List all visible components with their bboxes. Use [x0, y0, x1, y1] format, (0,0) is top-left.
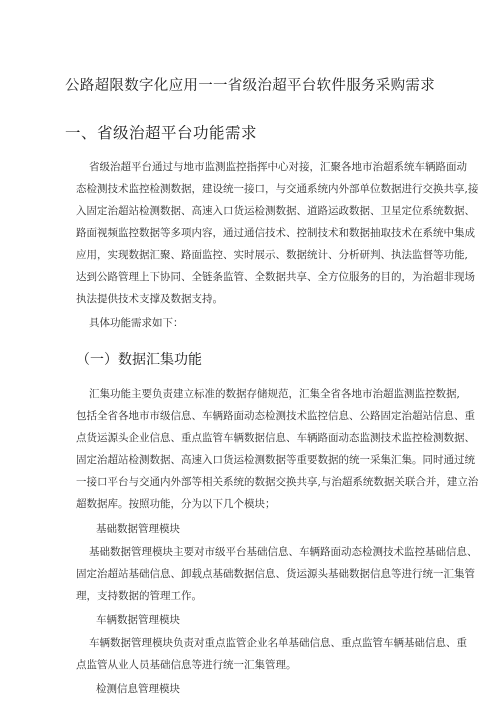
paragraph-line: 入固定治超站检测数据、高速入口货运检测数据、道路运政数据、卫星定位系统数据、	[76, 205, 475, 217]
subsection-heading-data-collection: （一）数据汇集功能	[76, 352, 202, 368]
paragraph-line: 基础数据管理模块主要对市级平台基础信息、车辆路面动态检测技术监控基础信息、	[89, 546, 478, 558]
paragraph-line: 应用，实现数据汇聚、路面监控、实时展示、数据统计、分析研判、执法监督等功能,	[76, 249, 468, 261]
paragraph-line: 固定治超站检测数据、高速入口货运检测数据等重要数据的统一采集汇集。同时通过统	[76, 454, 475, 466]
paragraph-line: 固定治超站基础信息、卸载点基础数据信息、货运源头基础数据信息等进行统一汇集管	[76, 568, 475, 580]
paragraph-line: 超数据库。按照功能，分为以下几个模块；	[76, 498, 276, 510]
module-title-basic-data: 基础数据管理模块	[96, 523, 180, 535]
paragraph-line: 汇集功能主要负责建立标准的数据存储规范，汇集全省各地市治超监测监控数据,	[89, 388, 460, 400]
paragraph-line: 点监管从业人员基础信息等进行统一汇集管理。	[76, 659, 297, 671]
paragraph-line: 执法提供技术支撑及数据支持。	[76, 293, 223, 305]
paragraph-line: 车辆数据管理模块负责对重点监管企业名单基础信息、重点监管车辆基础信息、重	[89, 637, 467, 649]
section-heading-functional-requirements: 一、省级治超平台功能需求	[65, 124, 258, 142]
document-title: 公路超限数字化应用一一省级治超平台软件服务采购需求	[65, 78, 435, 94]
paragraph-line: 态检测技术监控检测数据，建设统一接口，与交通系统内外部单位数据进行交换共享,接	[76, 183, 479, 195]
requirement-intro: 具体功能需求如下：	[89, 317, 184, 329]
module-title-detection-info: 检测信息管理模块	[96, 683, 180, 695]
paragraph-line: 理，支持数据的管理工作。	[76, 590, 202, 602]
paragraph-line: 路面视频监控数据等多项内容，通过通信技术、控制技术和数据抽取技术在系统中集成	[76, 227, 475, 239]
paragraph-line: 省级治超平台通过与地市监测监控指挥中心对接，汇聚各地市治超系统车辆路面动	[89, 161, 467, 173]
paragraph-line: 达到公路管理上下协同、全链条监管、全数据共享、全方位服务的目的，为治超非现场	[76, 271, 475, 283]
module-title-vehicle-data: 车辆数据管理模块	[96, 614, 180, 626]
paragraph-line: 点货运源头企业信息、重点监管车辆数据信息、车辆路面动态监测技术监控检测数据、	[76, 432, 475, 444]
paragraph-line: 包括全省各地市市级信息、车辆路面动态检测技术监控信息、公路固定治超站信息、重	[76, 410, 475, 422]
paragraph-line: 一接口平台与交通内外部等相关系统的数据交换共享,与治超系统数据关联合并，建立治	[76, 476, 479, 488]
